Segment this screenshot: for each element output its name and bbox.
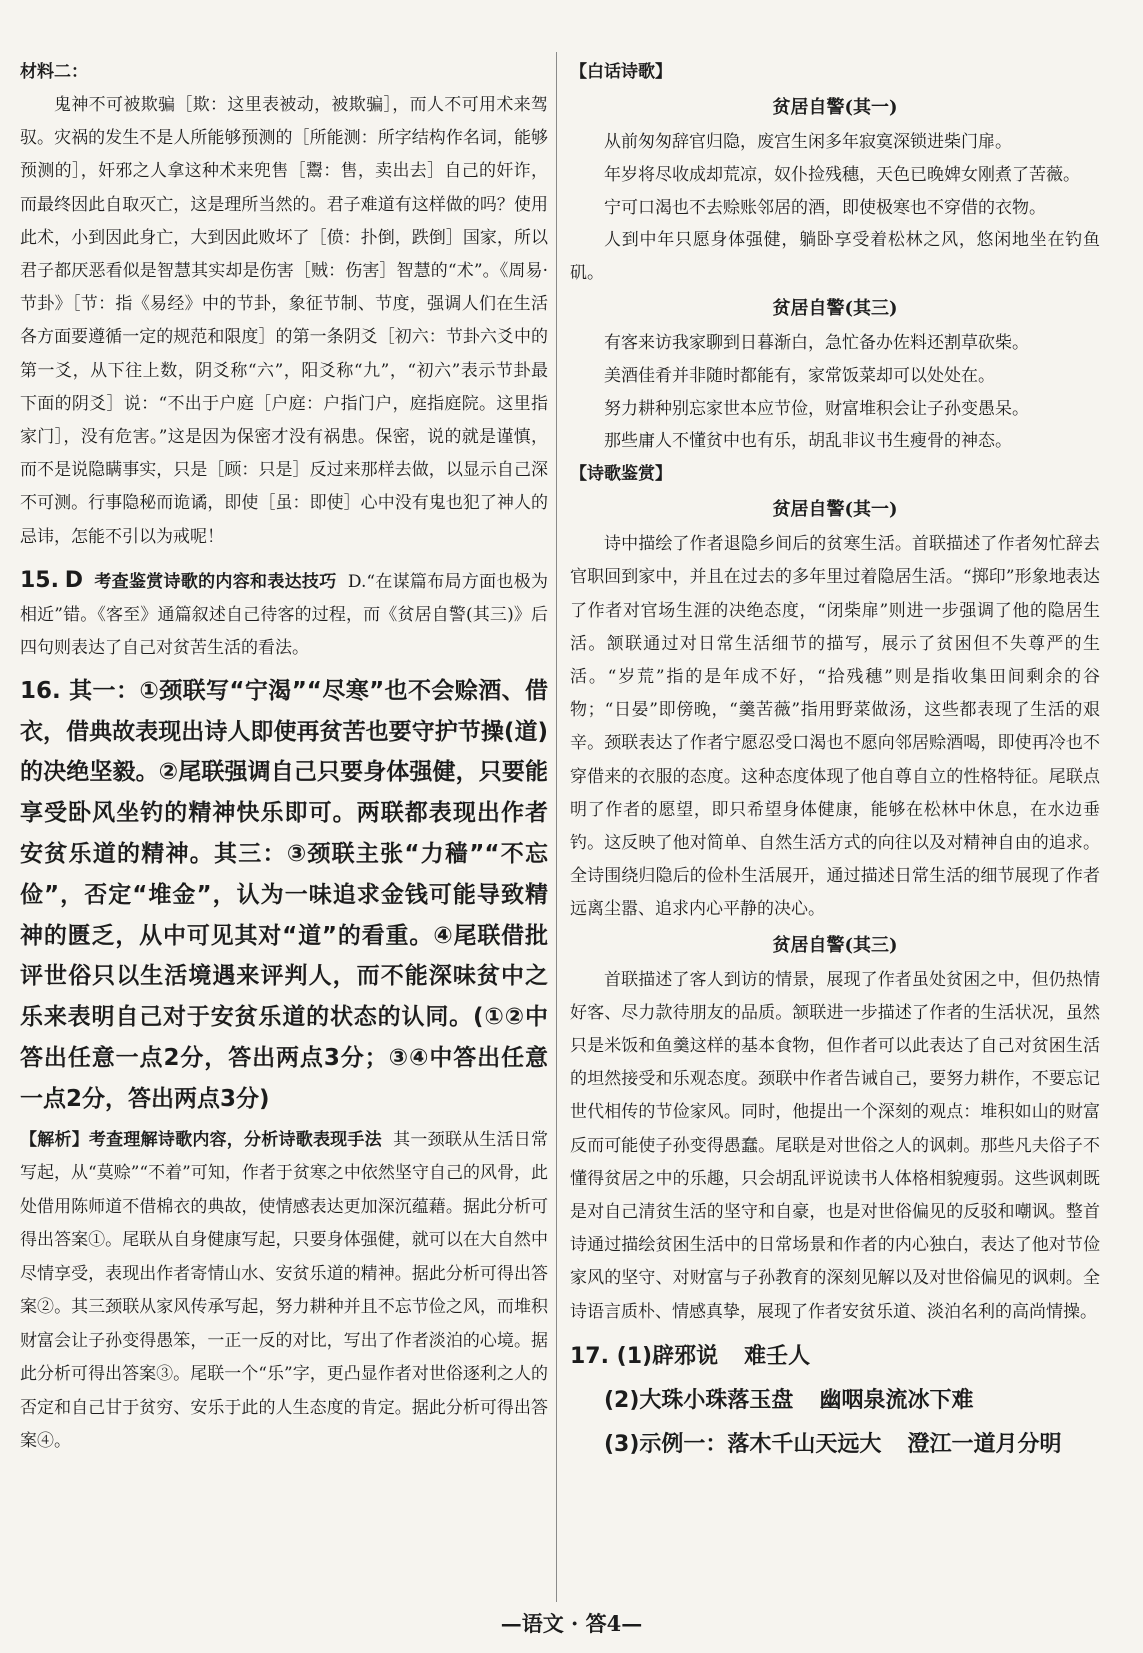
q15-tag: 考查鉴赏诗歌的内容和表达技巧	[94, 571, 337, 592]
baihua-label: 【白话诗歌】	[570, 62, 672, 82]
baihua-poem3-line: 有客来访我家聊到日暮渐白，急忙备办佐料还割草砍柴。	[604, 332, 1029, 353]
jianshang-label: 【诗歌鉴赏】	[570, 464, 672, 485]
baihua-poem3-line: 那些庸人不懂贫中也有乐，胡乱非议书生瘦骨的神态。	[604, 431, 1012, 452]
q15-text: D.“在谋篇布局方面也极为相近”错。《客至》通篇叙述自己待客的过程，而《贫居自警(其三)》后四句则表达了自己对贫苦生活的看法。	[20, 571, 549, 658]
q17-item-answer: 大珠小珠落玉盘	[639, 1387, 794, 1413]
q17-item-answer: 澄江一道月分明	[907, 1431, 1062, 1457]
baihua-poem1-line: 年岁将尽收成却荒凉，奴仆捡残穗，天色已晚婢女刚煮了苦薇。	[604, 164, 1080, 185]
q16-block	[20, 671, 548, 1120]
q17-item-label: (2)	[604, 1387, 640, 1413]
jianshang-poem1-text: 诗中描绘了作者退隐乡间后的贫寒生活。首联描述了作者匆忙辞去官职回到家中，并且在过去的多年里过着隐居生活。“掷印”形象地表达了作者对官场生涯的决绝态度，“闭柴扉”则进一步强调了他的隐居生活。颔联通过对日常生活细节的描写，展示了贫困但不失尊严的生活。“岁荒”指的是年成不好，“拾残穗”则是指收集田间剩余的谷物；“日晏”即傍晚，“羹苦薇”指用野菜做汤，这些都表现了生活的艰辛。颈联表达了作者宁愿忍受口渴也不愿向邻居赊酒喝，即使再冷也不穿借来的衣服的态度。这种态度体现了他自尊自立的性格特征。尾联点明了作者的愿望，即只希望身体健康，能够在松林中休息，在水边垂钓。这反映了他对简单、自然生活方式的向往以及对精神自由的追求。全诗围绕归隐后的俭朴生活展开，通过描述日常生活的细节展现了作者远离尘嚣、追求内心平静的决心。	[570, 534, 1100, 920]
q16-answer: 其一：①颈联写“宁渴”“尽寒”也不会赊酒、借衣，借典故表现出诗人即使再贫苦也要守护节操(道)的决绝坚毅。②尾联强调自己只要身体强健，只要能享受卧风坐钓的精神快乐即可。两联都表现出作者安贫乐道的精神。其三：③颈联主张“力穑”“不忘俭”，否定“堆金”，认为一味追求金钱可能导致精神的匮乏，从中可见其对“道”的看重。④尾联借批评世俗只以生活境遇来评判人，而不能深味贫中之乐来表明自己对于安贫乐道的状态的认同。(①②中答出任意一点2分，答出两点3分；③④中答出任意一点2分，答出两点3分)	[20, 677, 548, 1112]
left-column	[20, 56, 548, 1459]
jianshang-poem3-text: 首联描述了客人到访的情景，展现了作者虽处贫困之中，但仍热情好客、尽力款待朋友的品质。颔联进一步描述了作者的生活状况，虽然只是米饭和鱼羹这样的基本食物，但作者可以此表达了自己对贫困生活的坦然接受和乐观态度。颈联中作者告诫自己，要努力耕作，不要忘记世代相传的节俭家风。同时，他提出一个深刻的观点：堆积如山的财富反而可能使子孙变得愚蠢。尾联是对世俗之人的讽刺。那些凡夫俗子不懂得贫居之中的乐趣，只会胡乱评说读书人体格相貌瘦弱。这些讽刺既是对自己清贫生活的坚守和自豪，也是对世俗偏见的反驳和嘲讽。整首诗通过描绘贫困生活中的日常场景和作者的内心独白，表达了他对节俭家风的坚守、对财富与子孙教育的深刻见解以及对世俗偏见的讽刺。全诗语言质朴、情感真挚，展现了作者安贫乐道、淡泊名利的高尚情操。	[570, 969, 1100, 1322]
q17-item	[570, 1379, 1100, 1423]
baihua-poem1-line: 宁可口渴也不去赊账邻居的酒，即使极寒也不穿借的衣物。	[604, 197, 1046, 218]
q16-analysis	[20, 1124, 548, 1459]
q16-analysis-tag: 【解析】考查理解诗歌内容，分析诗歌表现手法	[20, 1129, 382, 1150]
q17-item	[570, 1423, 1100, 1467]
material2-label: 材料二：	[20, 62, 88, 82]
q15-number: 15.	[20, 567, 59, 593]
q16-analysis-text: 其一颈联从生活日常写起，从“莫赊”“不着”可知，作者于贫寒之中依然坚守自己的风骨，此处借用陈师道不借棉衣的典故，使情感表达更加深沉蕴藉。据此分析可得出答案①。尾联从自身健康写起，只要身体强健，就可以在大自然中尽情享受，表现出作者寄情山水、安贫乐道的精神。据此分析可得出答案②。其三颈联从家风传承写起，努力耕种并且不忘节俭之风，而堆积财富会让子孙变得愚笨，一正一反的对比，写出了作者淡泊的心境。据此分析可得出答案③。尾联一个“乐”字，更凸显作者对世俗逐利之人的否定和自己甘于贫穷、安乐于此的人生态度的肯定。据此分析可得出答案④。	[20, 1129, 549, 1452]
baihua-poem1-line: 人到中年只愿身体强健，躺卧享受着松林之风，悠闲地坐在钓鱼矶。	[570, 230, 1100, 284]
material2-text: 鬼神不可被欺骗［欺：这里表被动，被欺骗］，而人不可用术来驾驭。灾祸的发生不是人所能够预测的［所能测：所字结构作名词，能够预测的］，奸邪之人拿这种术来兜售［鬻：售，卖出去］自己的奸诈，而最终因此自取灭亡，这是理所当然的。君子难道有这样做的吗？使用此术，小到因此身亡，大到因此败坏了［偾：扑倒，跌倒］国家，所以君子都厌恶看似是智慧其实却是伤害［贼：伤害］智慧的“术”。《周易·节卦》［节：指《易经》中的节卦，象征节制、节度，强调人们在生活各方面要遵循一定的规范和限度］的第一条阴爻［初六：节卦六爻中的第一爻，从下往上数，阴爻称“六”，阳爻称“九”，“初六”表示节卦最下面的阴爻］说：“不出于户庭［户庭：户指门户，庭指庭院。这里指家门］，没有危害。”这是因为保密才没有祸患。保密，说的就是谨慎，而不是说隐瞒事实，只是［顾：只是］反过来那样去做，以显示自己深不可测。行事隐秘而诡谲，即使［虽：即使］心中没有鬼也犯了神人的忌讳，怎能不引以为戒呢！	[20, 95, 548, 547]
q17-item-answer: 辟邪说	[652, 1343, 719, 1369]
jianshang-poem3-title: 贫居自警(其三)	[772, 934, 898, 956]
q15-answer: D	[64, 567, 83, 593]
q15-block	[20, 564, 548, 665]
column-divider	[556, 52, 557, 1602]
q17-item-answer: 示例一：落木千山天远大	[639, 1431, 882, 1457]
q17-block	[570, 1335, 1100, 1467]
baihua-poem1-title: 贫居自警(其一)	[772, 97, 898, 118]
page-footer: —语文 · 答4—	[500, 1611, 643, 1636]
jianshang-poem1-title: 贫居自警(其一)	[772, 499, 898, 521]
right-column	[570, 56, 1100, 1467]
q17-item-label: (1)	[616, 1343, 653, 1369]
q16-number: 16.	[20, 677, 61, 704]
baihua-poem3-line: 美酒佳肴并非随时都能有，家常饭菜却可以处处在。	[604, 365, 995, 386]
q17-item-answer: 难壬人	[744, 1343, 811, 1369]
q17-number: 17.	[570, 1343, 609, 1369]
baihua-poem3-line: 努力耕种别忘家世本应节俭，财富堆积会让子孙变愚呆。	[604, 398, 1029, 419]
q17-item-label: (3)	[604, 1431, 640, 1457]
baihua-poem1-line: 从前匆匆辞官归隐，废宫生闲多年寂寞深锁进柴门扉。	[604, 132, 1012, 152]
q17-item-answer: 幽咽泉流冰下难	[819, 1387, 974, 1413]
baihua-poem3-title: 贫居自警(其三)	[772, 297, 898, 319]
